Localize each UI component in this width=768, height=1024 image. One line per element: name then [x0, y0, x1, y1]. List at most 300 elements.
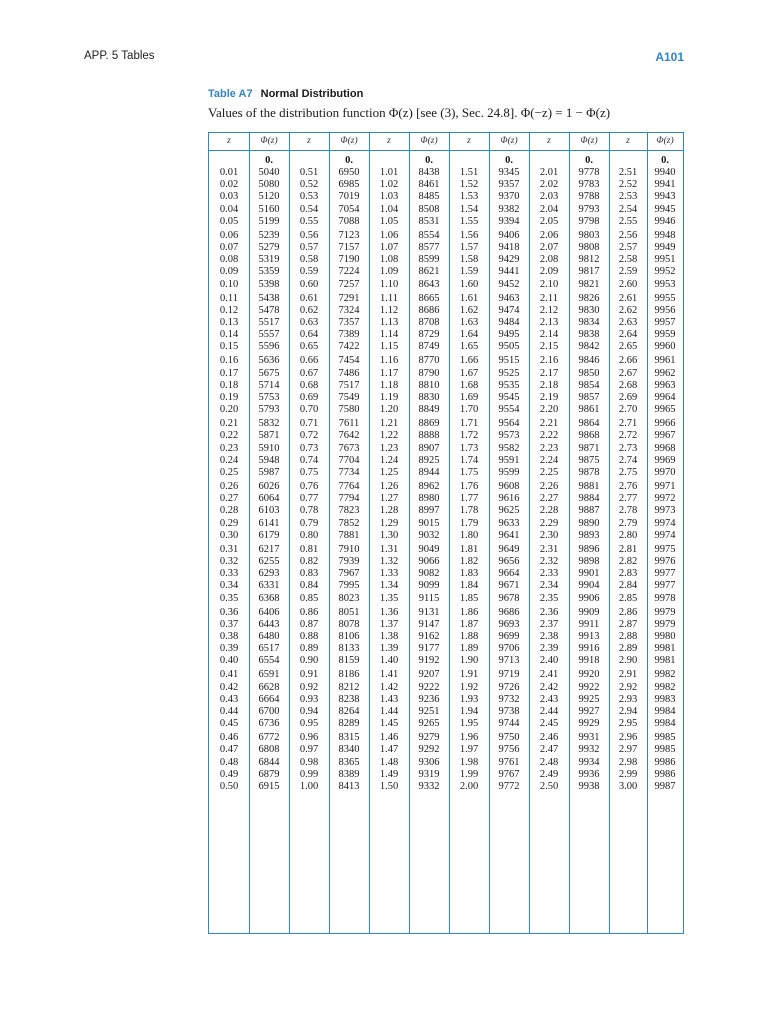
phi-value: 5279 [258, 241, 280, 253]
z-value: 1.31 [379, 543, 399, 555]
phi-value: 9750 [498, 732, 520, 744]
phi-value: 9945 [654, 203, 676, 215]
z-value: 0.23 [219, 442, 239, 454]
z-value: 0.79 [299, 517, 319, 529]
z-value: 1.05 [379, 215, 399, 227]
z-value: 0.96 [299, 732, 319, 744]
column-divider [329, 133, 330, 933]
phi-value: 6103 [258, 505, 280, 517]
phi-value: 7764 [338, 481, 360, 492]
phi-value: 9049 [418, 543, 440, 555]
phi-value: 9911 [578, 618, 600, 630]
z-value: 1.13 [379, 316, 399, 328]
phi-value: 9875 [578, 454, 600, 466]
phi-value: 9192 [418, 655, 440, 667]
table-row [209, 279, 683, 291]
table-row [209, 544, 683, 556]
phi-value: 9965 [654, 404, 676, 416]
phi-value: 9803 [578, 229, 600, 241]
phi-value: 9332 [418, 780, 440, 792]
phi-value: 9429 [498, 254, 520, 266]
z-value: 2.16 [539, 355, 559, 367]
phi-value: 7517 [338, 379, 360, 391]
table-row [209, 317, 683, 329]
table-row [209, 556, 683, 568]
phi-value: 9940 [654, 167, 676, 178]
z-value: 0.38 [219, 630, 239, 642]
z-value: 2.48 [539, 756, 559, 768]
z-value: 0.25 [219, 466, 239, 478]
phi-value: 7881 [338, 529, 360, 541]
phi-value: 9864 [578, 418, 600, 430]
z-value: 0.62 [299, 304, 319, 316]
table-row [209, 242, 683, 254]
z-value: 1.10 [379, 278, 399, 290]
z-value: 2.14 [539, 329, 559, 341]
z-value: 0.56 [299, 229, 319, 241]
z-value: 1.64 [459, 329, 479, 341]
phi-value: 8264 [338, 705, 360, 717]
phi-value: 8790 [418, 367, 440, 379]
z-value: 0.37 [219, 618, 239, 630]
z-value: 0.74 [299, 454, 319, 466]
z-value: 1.93 [459, 693, 479, 705]
phi-value: 9382 [498, 203, 520, 215]
phi-value: 8810 [418, 379, 440, 391]
phi-value: 9901 [578, 568, 600, 580]
z-value: 2.70 [618, 404, 638, 416]
table-row [209, 568, 683, 580]
row-group [209, 167, 683, 231]
phi-value: 9963 [654, 379, 676, 391]
table-name: Normal Distribution [260, 88, 364, 100]
table-row [209, 443, 683, 455]
z-value: 2.02 [539, 179, 559, 191]
phi-value: 9909 [578, 606, 600, 618]
z-value: 2.93 [618, 693, 638, 705]
z-value: 0.51 [299, 167, 319, 178]
z-value: 2.98 [618, 756, 638, 768]
page-number: A101 [655, 50, 684, 64]
phi-value: 9971 [654, 481, 676, 492]
phi-value: 9878 [578, 466, 600, 478]
table-row [209, 631, 683, 643]
z-value: 0.61 [299, 292, 319, 304]
z-value: 0.13 [219, 316, 239, 328]
z-value: 2.87 [618, 618, 638, 630]
phi-value: 7642 [338, 430, 360, 442]
z-value: 2.64 [618, 329, 638, 341]
phi-value: 9936 [578, 768, 600, 780]
z-value: 0.92 [299, 681, 319, 693]
table-row [209, 293, 683, 305]
phi-value: 9474 [498, 304, 520, 316]
phi-value: 6664 [258, 693, 280, 705]
phi-value: 9732 [498, 693, 520, 705]
z-value: 0.15 [219, 341, 239, 353]
phi-value: 5319 [258, 254, 280, 266]
phi-value: 7967 [338, 568, 360, 580]
phi-value: 9967 [654, 430, 676, 442]
z-value: 1.19 [379, 391, 399, 403]
z-value: 0.67 [299, 367, 319, 379]
table-row [209, 305, 683, 317]
z-value: 1.77 [459, 493, 479, 505]
z-value: 1.87 [459, 618, 479, 630]
z-value: 2.27 [539, 493, 559, 505]
table-row [209, 744, 683, 756]
phi-value: 8554 [418, 229, 440, 241]
z-value: 2.50 [539, 780, 559, 792]
phi-value: 9959 [654, 329, 676, 341]
leading-zero-label: 0. [505, 155, 513, 166]
phi-value: 9987 [654, 780, 676, 792]
header-phi: Φ(z) [656, 136, 674, 146]
z-value: 0.03 [219, 191, 239, 203]
z-value: 1.43 [379, 693, 399, 705]
z-value: 0.60 [299, 278, 319, 290]
table-row [209, 254, 683, 266]
running-header [84, 50, 684, 64]
z-value: 0.68 [299, 379, 319, 391]
z-value: 2.47 [539, 744, 559, 756]
phi-value: 9756 [498, 744, 520, 756]
phi-value: 9761 [498, 756, 520, 768]
table-row [209, 757, 683, 769]
phi-value: 6985 [338, 179, 360, 191]
column-divider [289, 133, 290, 933]
phi-value: 9812 [578, 254, 600, 266]
table-row [209, 481, 683, 493]
phi-value: 7486 [338, 367, 360, 379]
z-value: 2.24 [539, 454, 559, 466]
z-value: 1.73 [459, 442, 479, 454]
header-z: z [547, 136, 551, 146]
phi-value: 9830 [578, 304, 600, 316]
z-value: 2.42 [539, 681, 559, 693]
row-group [209, 669, 683, 733]
phi-value: 9984 [654, 705, 676, 717]
phi-value: 9772 [498, 780, 520, 792]
phi-value: 7673 [338, 442, 360, 454]
phi-value: 7324 [338, 304, 360, 316]
z-value: 2.29 [539, 517, 559, 529]
phi-value: 8621 [418, 266, 440, 278]
table-row [209, 230, 683, 242]
z-value: 1.28 [379, 505, 399, 517]
table-row [209, 769, 683, 781]
table-row [209, 718, 683, 730]
phi-value: 6628 [258, 681, 280, 693]
table-number: Table A7 [208, 88, 253, 100]
z-value: 2.94 [618, 705, 638, 717]
z-value: 0.21 [219, 418, 239, 430]
z-value: 0.70 [299, 404, 319, 416]
z-value: 0.65 [299, 341, 319, 353]
z-value: 2.40 [539, 655, 559, 667]
phi-value: 8413 [338, 780, 360, 792]
phi-value: 9918 [578, 655, 600, 667]
phi-value: 9599 [498, 466, 520, 478]
phi-value: 9357 [498, 179, 520, 191]
phi-value: 8869 [418, 418, 440, 430]
phi-value: 9846 [578, 355, 600, 367]
z-value: 1.22 [379, 430, 399, 442]
z-value: 2.34 [539, 580, 559, 592]
table-row [209, 682, 683, 694]
z-value: 1.90 [459, 655, 479, 667]
z-value: 2.80 [618, 529, 638, 541]
phi-value: 6026 [258, 481, 280, 492]
phi-value: 6950 [338, 167, 360, 178]
phi-value: 9983 [654, 693, 676, 705]
phi-value: 9934 [578, 756, 600, 768]
z-value: 0.90 [299, 655, 319, 667]
z-value: 2.76 [618, 481, 638, 492]
z-value: 2.58 [618, 254, 638, 266]
z-value: 0.76 [299, 481, 319, 492]
header-z: z [626, 136, 630, 146]
z-value: 2.68 [618, 379, 638, 391]
z-value: 1.44 [379, 705, 399, 717]
phi-value: 8461 [418, 179, 440, 191]
z-value: 2.71 [618, 418, 638, 430]
phi-value: 8485 [418, 191, 440, 203]
phi-value: 9821 [578, 278, 600, 290]
table-row [209, 368, 683, 380]
row-group [209, 732, 683, 796]
phi-value: 8599 [418, 254, 440, 266]
phi-value: 8531 [418, 215, 440, 227]
z-value: 0.24 [219, 454, 239, 466]
phi-value: 5753 [258, 391, 280, 403]
z-value: 2.06 [539, 229, 559, 241]
z-value: 0.40 [219, 655, 239, 667]
phi-value: 7190 [338, 254, 360, 266]
z-value: 2.51 [618, 167, 638, 178]
z-value: 0.22 [219, 430, 239, 442]
z-value: 1.66 [459, 355, 479, 367]
phi-value: 5596 [258, 341, 280, 353]
z-value: 1.56 [459, 229, 479, 241]
z-value: 2.72 [618, 430, 638, 442]
row-group [209, 293, 683, 357]
phi-value: 7224 [338, 266, 360, 278]
table-row [209, 392, 683, 404]
phi-value: 9394 [498, 215, 520, 227]
z-value: 0.84 [299, 580, 319, 592]
phi-value: 9678 [498, 592, 520, 604]
phi-value: 9441 [498, 266, 520, 278]
phi-value: 8708 [418, 316, 440, 328]
z-value: 0.97 [299, 744, 319, 756]
z-value: 2.79 [618, 517, 638, 529]
phi-value: 5040 [258, 167, 280, 178]
z-value: 1.47 [379, 744, 399, 756]
phi-value: 7088 [338, 215, 360, 227]
leading-zero-label: 0. [425, 155, 433, 166]
phi-value: 9938 [578, 780, 600, 792]
z-value: 1.15 [379, 341, 399, 353]
phi-value: 9345 [498, 167, 520, 178]
z-value: 0.59 [299, 266, 319, 278]
z-value: 1.84 [459, 580, 479, 592]
phi-value: 9871 [578, 442, 600, 454]
z-value: 0.95 [299, 718, 319, 730]
table-row [209, 706, 683, 718]
z-value: 1.51 [459, 167, 479, 178]
z-value: 1.48 [379, 756, 399, 768]
z-value: 0.06 [219, 229, 239, 241]
column-divider [609, 133, 610, 933]
phi-value: 9306 [418, 756, 440, 768]
z-value: 2.08 [539, 254, 559, 266]
z-value: 1.23 [379, 442, 399, 454]
column-divider [249, 133, 250, 933]
phi-value: 9545 [498, 391, 520, 403]
z-value: 0.45 [219, 718, 239, 730]
z-value: 2.90 [618, 655, 638, 667]
phi-value: 5199 [258, 215, 280, 227]
z-value: 2.33 [539, 568, 559, 580]
z-value: 1.65 [459, 341, 479, 353]
z-value: 2.30 [539, 529, 559, 541]
phi-value: 9953 [654, 278, 676, 290]
z-value: 0.57 [299, 241, 319, 253]
z-value: 2.97 [618, 744, 638, 756]
phi-value: 5636 [258, 355, 280, 367]
z-value: 1.37 [379, 618, 399, 630]
z-value: 0.11 [220, 292, 238, 304]
phi-value: 6064 [258, 493, 280, 505]
z-value: 2.46 [539, 732, 559, 744]
z-value: 2.69 [618, 391, 638, 403]
phi-value: 8907 [418, 442, 440, 454]
phi-value: 7549 [338, 391, 360, 403]
z-value: 0.20 [219, 404, 239, 416]
z-value: 0.64 [299, 329, 319, 341]
z-value: 2.95 [618, 718, 638, 730]
phi-value: 9066 [418, 555, 440, 567]
z-value: 0.02 [219, 179, 239, 191]
phi-value: 6591 [258, 669, 280, 681]
table-row [209, 505, 683, 517]
phi-value: 9564 [498, 418, 520, 430]
z-value: 2.61 [618, 292, 638, 304]
z-value: 1.30 [379, 529, 399, 541]
phi-value: 6915 [258, 780, 280, 792]
z-value: 1.36 [379, 606, 399, 618]
phi-value: 9927 [578, 705, 600, 717]
phi-value: 9370 [498, 191, 520, 203]
z-value: 2.26 [539, 481, 559, 492]
z-value: 1.99 [459, 768, 479, 780]
phi-value: 7794 [338, 493, 360, 505]
z-value: 1.72 [459, 430, 479, 442]
z-value: 2.92 [618, 681, 638, 693]
z-value: 1.96 [459, 732, 479, 744]
phi-value: 8643 [418, 278, 440, 290]
phi-value: 7704 [338, 454, 360, 466]
header-phi: Φ(z) [420, 136, 438, 146]
z-value: 0.86 [299, 606, 319, 618]
phi-value: 5438 [258, 292, 280, 304]
phi-value: 9251 [418, 705, 440, 717]
phi-value: 9850 [578, 367, 600, 379]
z-value: 2.81 [618, 543, 638, 555]
phi-value: 9920 [578, 669, 600, 681]
phi-value: 9961 [654, 355, 676, 367]
table-row [209, 593, 683, 605]
z-value: 2.89 [618, 643, 638, 655]
z-value: 1.00 [299, 780, 319, 792]
phi-value: 9484 [498, 316, 520, 328]
phi-value: 9980 [654, 630, 676, 642]
phi-value: 9625 [498, 505, 520, 517]
running-header-title: APP. 5 Tables [84, 50, 155, 62]
z-value: 1.97 [459, 744, 479, 756]
z-value: 1.58 [459, 254, 479, 266]
phi-value: 9931 [578, 732, 600, 744]
z-value: 2.66 [618, 355, 638, 367]
phi-value: 8106 [338, 630, 360, 642]
z-value: 0.49 [219, 768, 239, 780]
phi-value: 9719 [498, 669, 520, 681]
z-value: 1.49 [379, 768, 399, 780]
table-description: Values of the distribution function Φ(z) [see (3), Sec. 24.8]. Φ(−z) = 1 − Φ(z) [208, 105, 611, 120]
z-value: 1.21 [379, 418, 399, 430]
z-value: 1.09 [379, 266, 399, 278]
phi-value: 9573 [498, 430, 520, 442]
phi-value: 5948 [258, 454, 280, 466]
z-value: 0.08 [219, 254, 239, 266]
phi-value: 9985 [654, 732, 676, 744]
phi-value: 9452 [498, 278, 520, 290]
z-value: 2.25 [539, 466, 559, 478]
table-row [209, 266, 683, 278]
z-value: 1.76 [459, 481, 479, 492]
phi-value: 9913 [578, 630, 600, 642]
z-value: 1.18 [379, 379, 399, 391]
phi-value: 8686 [418, 304, 440, 316]
phi-value: 9854 [578, 379, 600, 391]
z-value: 0.19 [219, 391, 239, 403]
z-value: 0.43 [219, 693, 239, 705]
z-value: 1.94 [459, 705, 479, 717]
z-value: 1.02 [379, 179, 399, 191]
phi-value: 9279 [418, 732, 440, 744]
z-value: 1.89 [459, 643, 479, 655]
z-value: 1.03 [379, 191, 399, 203]
z-value: 1.46 [379, 732, 399, 744]
phi-value: 9916 [578, 643, 600, 655]
phi-value: 9608 [498, 481, 520, 492]
phi-value: 8997 [418, 505, 440, 517]
table-row [209, 204, 683, 216]
z-value: 2.67 [618, 367, 638, 379]
phi-value: 9554 [498, 404, 520, 416]
phi-value: 9032 [418, 529, 440, 541]
z-value: 2.31 [539, 543, 559, 555]
phi-value: 5239 [258, 229, 280, 241]
phi-value: 7852 [338, 517, 360, 529]
z-value: 2.84 [618, 580, 638, 592]
phi-value: 9686 [498, 606, 520, 618]
phi-value: 8186 [338, 669, 360, 681]
z-value: 1.41 [379, 669, 399, 681]
phi-value: 9406 [498, 229, 520, 241]
phi-value: 9893 [578, 529, 600, 541]
